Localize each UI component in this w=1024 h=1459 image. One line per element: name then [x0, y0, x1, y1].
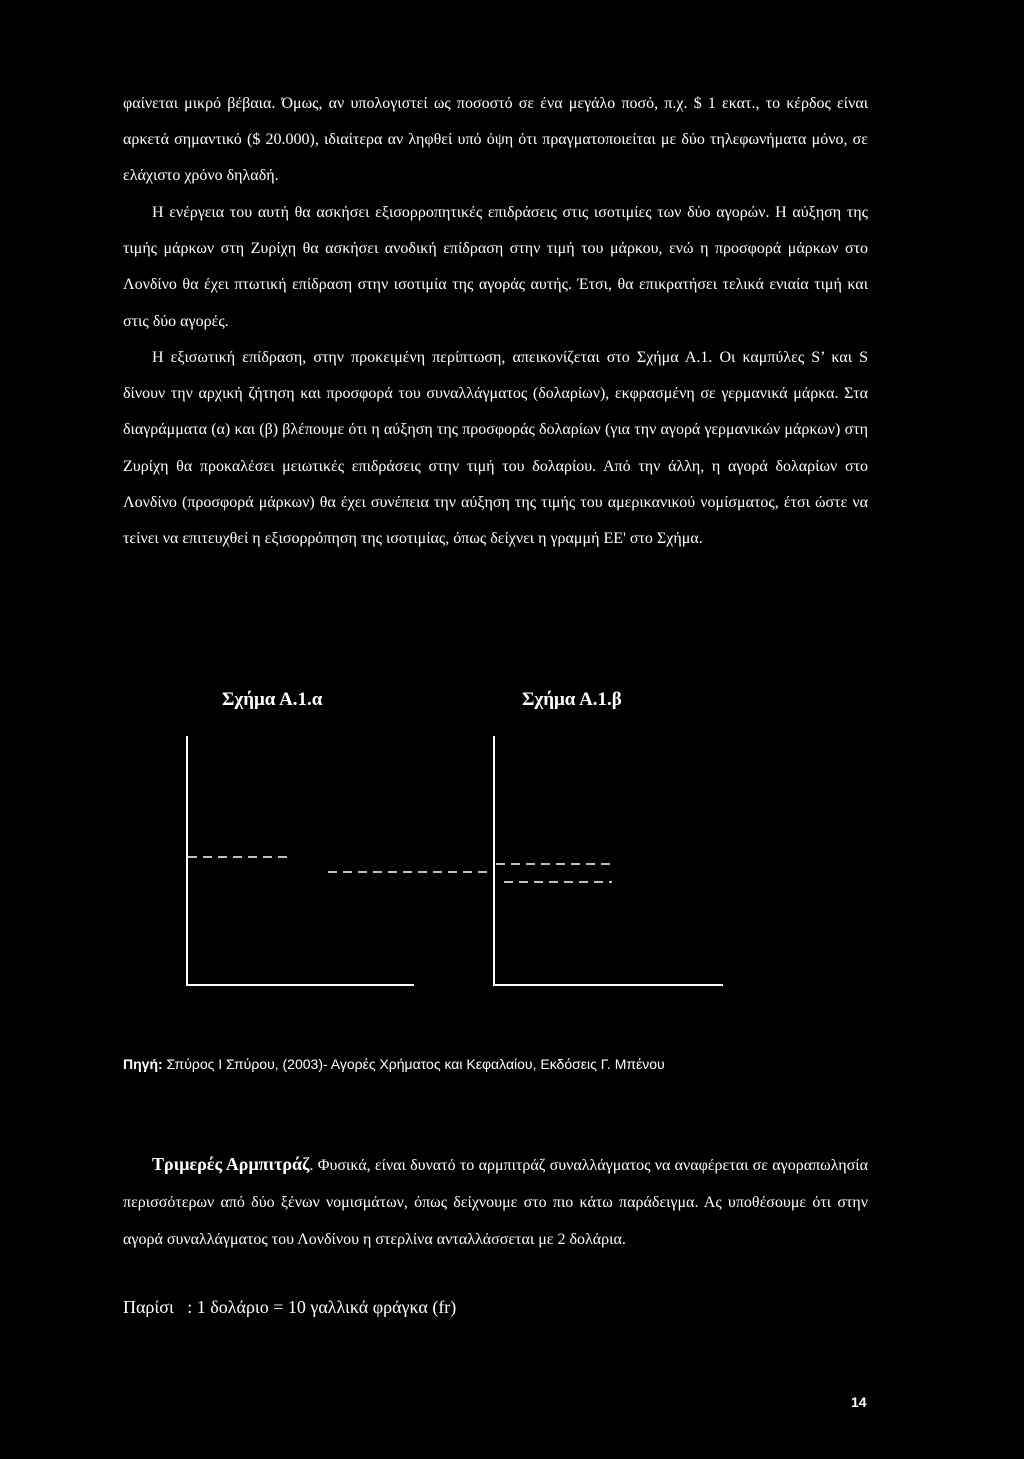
source-text: Σπύρος Ι Σπύρου, (2003)- Αγορές Χρήματος και Κεφαλαίου, Εκδόσεις Γ. Μπένου — [162, 1056, 665, 1072]
source-label: Πηγή: — [123, 1056, 163, 1072]
paragraph-trimeres — [123, 1146, 868, 1258]
paragraph-1: φαίνεται μικρό βέβαια. Όμως, αν υπολογιστεί ως ποσοστό σε ένα μεγάλο ποσό, π.χ. $ 1 εκατ., το κέρδος είναι αρκετά σημαντικό ($ 20.000), ιδιαίτερα αν ληφθεί υπό όψη ότι πραγματοποιείται με δύο τηλεφωνήματα μόνο, σε ελάχιστο χρόνο δηλαδή. — [123, 95, 868, 185]
equilibrium-dashed-lines — [188, 857, 612, 882]
paris-rate-line: Παρίσι : 1 δολάριο = 10 γαλλικά φράγκα (fr) — [123, 1297, 457, 1317]
figure-a-axes — [186, 736, 414, 985]
trimeres-text: . Φυσικά, είναι δυνατό το αρμπιτράζ συναλλάγματος να αναφέρεται σε αγοραπωλησία περισσότερων από δύο ξένων νομισμάτων, όπως δείχνουμε στο πιο κάτω παράδειγμα. Ας υποθέσουμε ότι στην αγορά συναλλάγματος του Λονδίνου η στερλίνα ανταλλάσσεται με 2 δολάρια. — [123, 1157, 868, 1248]
trimeres-heading: Τριμερές Αρμπιτράζ — [152, 1154, 310, 1174]
figure-b-title: Σχήμα Α.1.β — [522, 689, 622, 710]
figure-b-axes — [493, 736, 723, 985]
source-citation — [123, 1056, 665, 1072]
page-number: 14 — [851, 1394, 867, 1410]
paragraph-3: Η εξισωτική επίδραση, στην προκειμένη περίπτωση, απεικονίζεται στο Σχήμα Α.1. Οι καμπύλες S’ και S δίνουν την αρχική ζήτηση και προσφορά του συναλλάγματος (δολαρίων), εκφρασμένη σε γερμανικά μάρκα. Στα διαγράμματα (α) και (β) βλέπουμε ότι η αύξηση της προσφοράς δολαρίων (για την αγορά γερμανικών μάρκων) στη Ζυρίχη θα προκαλέσει μειωτικές επιδράσεις στην τιμή του δολαρίου. Από την άλλη, η αγορά δολαρίων στο Λονδίνο (προσφορά μάρκων) θα έχει συνέπεια την αύξηση της τιμής του αμερικανικού νομίσματος, έτσι ώστε να τείνει να επιτευχθεί η εξισορρόπηση της ισοτιμίας, όπως δείχνει η γραμμή ΕΕ' στο Σχήμα. — [123, 349, 868, 548]
paragraph-2: Η ενέργεια του αυτή θα ασκήσει εξισορροπητικές επιδράσεις στις ισοτιμίες των δύο αγορών. Η αύξηση της τιμής μάρκων στη Ζυρίχη θα ασκήσει ανοδική επίδραση στην τιμή του μάρκου, ενώ η προσφορά μάρκων στο Λονδίνο θα έχει πτωτική επίδραση στην ισοτιμία της αγοράς αυτής. Έτσι, θα επικρατήσει τελικά ενιαία τιμή και στις δύο αγορές. — [123, 204, 868, 330]
figure-a-title: Σχήμα Α.1.α — [222, 689, 323, 710]
